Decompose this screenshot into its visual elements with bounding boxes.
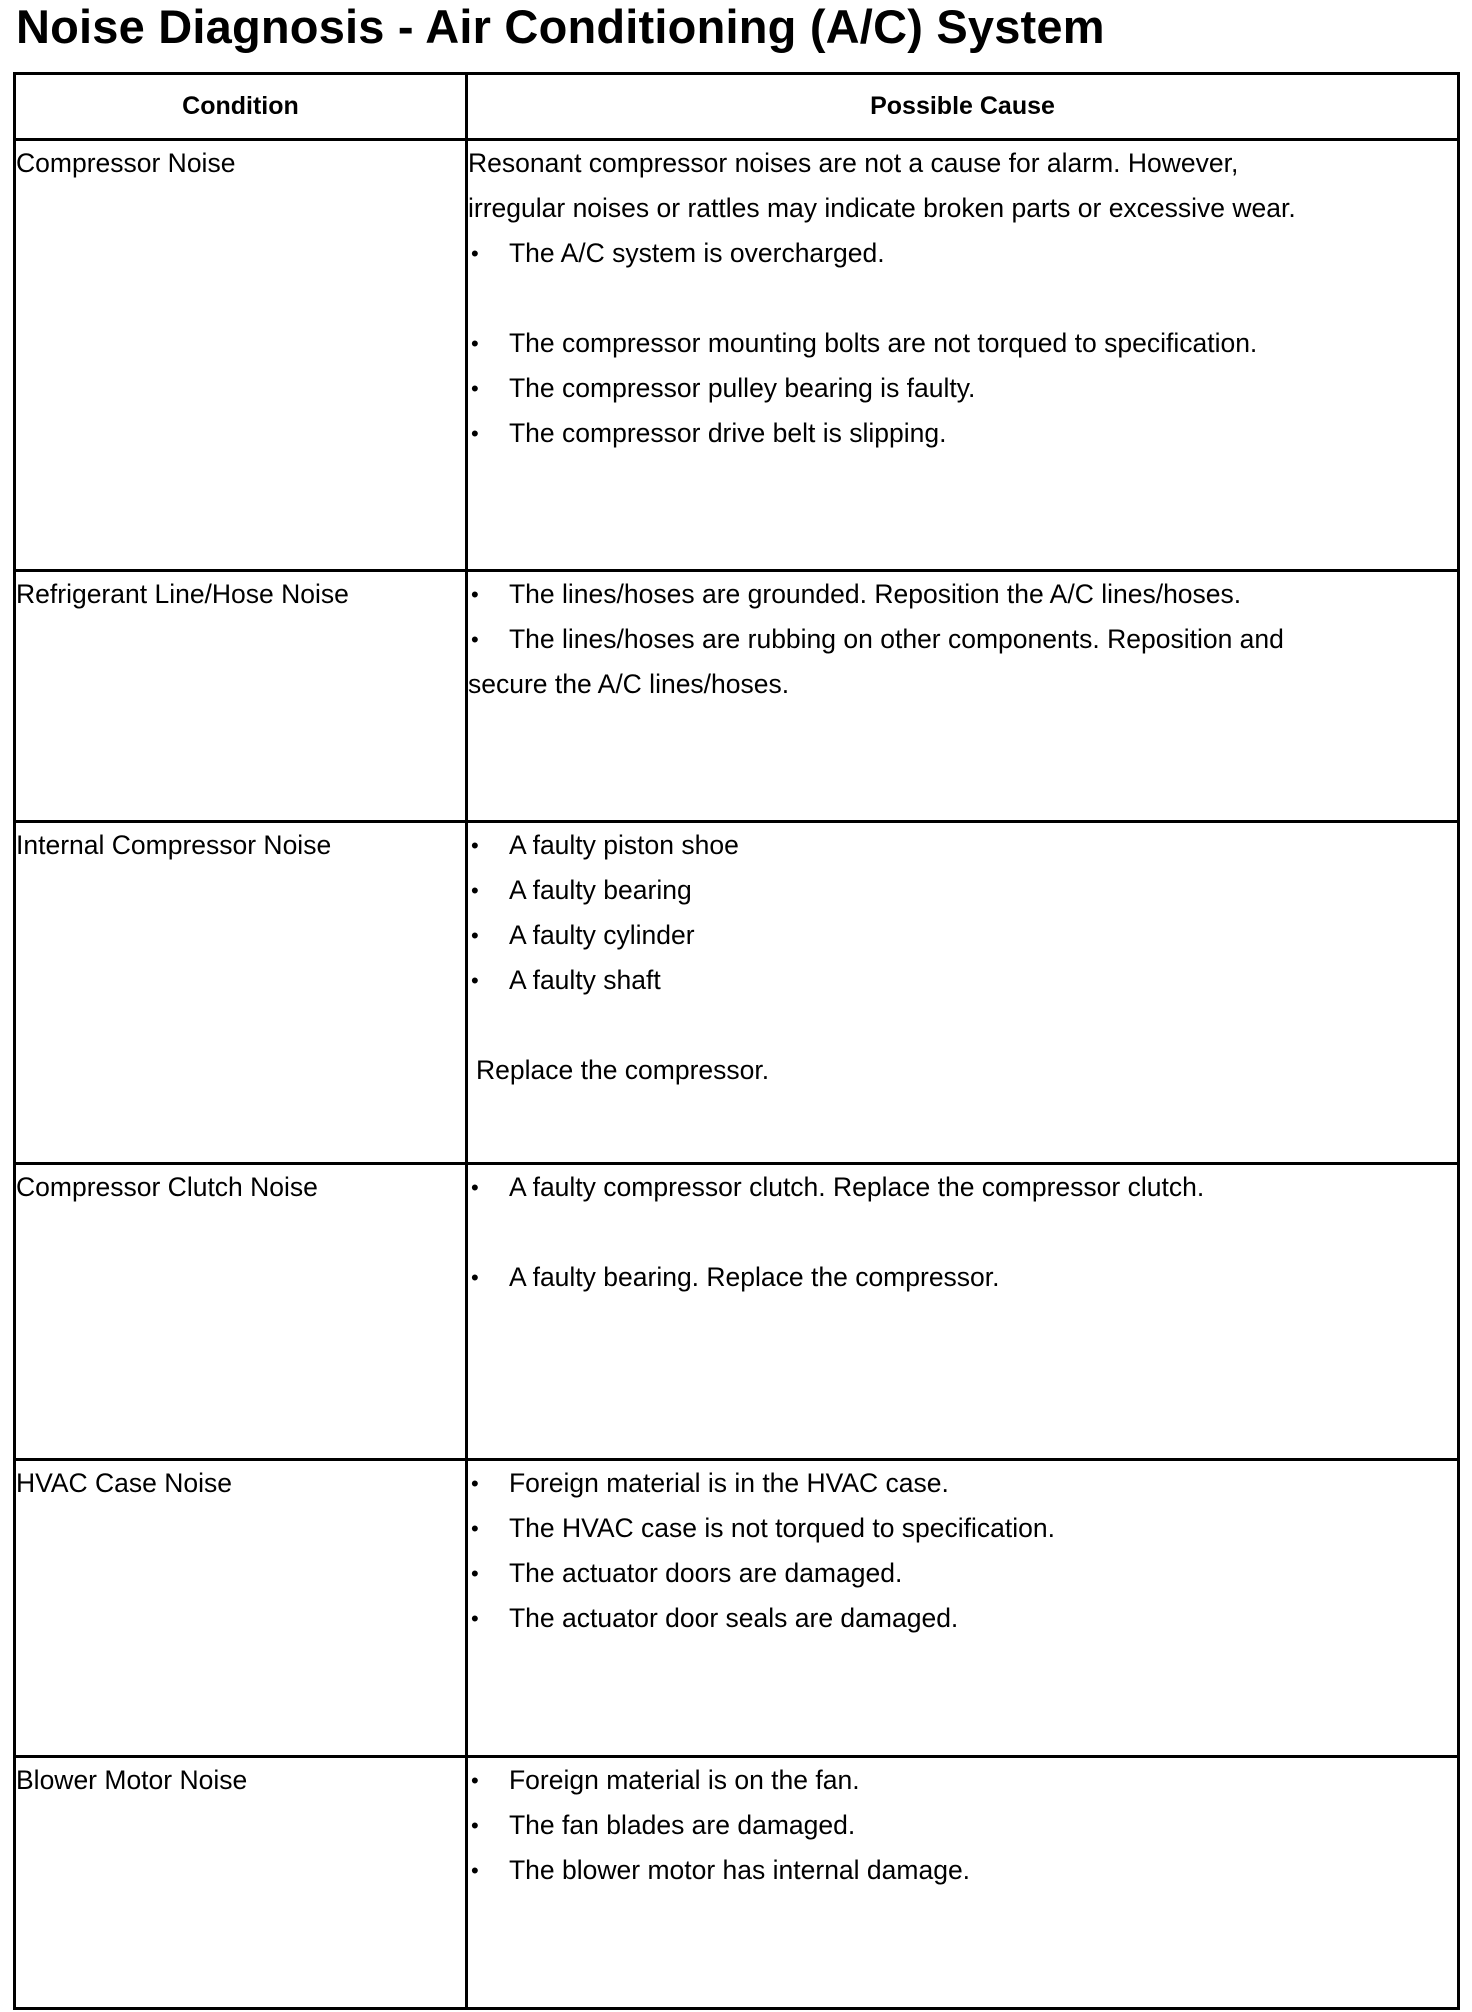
- list-item: • A faulty cylinder: [468, 913, 1457, 958]
- list-item: • A faulty compressor clutch. Replace the compressor clutch.: [468, 1165, 1457, 1210]
- cause-cell: [467, 1164, 1459, 1460]
- cause-continuation: secure the A/C lines/hoses.: [468, 669, 790, 699]
- cause-list: [468, 572, 1457, 662]
- condition-label: HVAC Case Noise: [16, 1468, 232, 1498]
- cause-intro: irregular noises or rattles may indicate broken parts or excessive wear.: [468, 193, 1296, 223]
- cause-cell: [467, 571, 1459, 822]
- cause-list: [468, 321, 1457, 456]
- table-row: [15, 140, 1459, 571]
- condition-cell: [15, 822, 467, 1164]
- cause-cell: [467, 822, 1459, 1164]
- list-item: • Foreign material is on the fan.: [468, 1758, 1457, 1803]
- list-item: • The actuator doors are damaged.: [468, 1551, 1457, 1596]
- table-row: [15, 1164, 1459, 1460]
- list-item: • The A/C system is overcharged.: [468, 231, 1457, 276]
- cause-list: [468, 1165, 1457, 1210]
- list-item: • The blower motor has internal damage.: [468, 1848, 1457, 1893]
- condition-label: Compressor Clutch Noise: [16, 1172, 318, 1202]
- cause-intro: Resonant compressor noises are not a cause for alarm. However,: [468, 148, 1239, 178]
- cause-list: [468, 1461, 1457, 1641]
- condition-cell: [15, 1164, 467, 1460]
- condition-column-header: Condition: [15, 74, 467, 140]
- cause-list: [468, 823, 1457, 1003]
- cause-list: [468, 231, 1457, 276]
- list-item: • A faulty piston shoe: [468, 823, 1457, 868]
- table-row: [15, 822, 1459, 1164]
- list-item: • The compressor mounting bolts are not torqued to specification.: [468, 321, 1457, 366]
- cause-list: [468, 1255, 1457, 1300]
- condition-label: Refrigerant Line/Hose Noise: [16, 579, 349, 609]
- list-item: • A faulty bearing: [468, 868, 1457, 913]
- cause-cell: [467, 1757, 1459, 2009]
- list-item: • Foreign material is in the HVAC case.: [468, 1461, 1457, 1506]
- table-row: [15, 571, 1459, 822]
- list-item: • The compressor pulley bearing is faulty.: [468, 366, 1457, 411]
- condition-label: Internal Compressor Noise: [16, 830, 332, 860]
- list-item: • The actuator door seals are damaged.: [468, 1596, 1457, 1641]
- possible-cause-column-header: Possible Cause: [467, 74, 1459, 140]
- condition-label: Compressor Noise: [16, 148, 236, 178]
- condition-cell: [15, 140, 467, 571]
- cause-list: [468, 1758, 1457, 1893]
- list-item: • The lines/hoses are rubbing on other components. Reposition and: [468, 617, 1457, 662]
- condition-cell: [15, 1460, 467, 1757]
- condition-label: Blower Motor Noise: [16, 1765, 248, 1795]
- cause-note: Replace the compressor.: [476, 1055, 770, 1085]
- list-item: • The lines/hoses are grounded. Reposition the A/C lines/hoses.: [468, 572, 1457, 617]
- list-item: • The fan blades are damaged.: [468, 1803, 1457, 1848]
- condition-cell: [15, 1757, 467, 2009]
- table-row: [15, 1757, 1459, 2009]
- page-title: Noise Diagnosis - Air Conditioning (A/C) System: [16, 0, 1105, 53]
- table-row: [15, 1460, 1459, 1757]
- list-item: • A faulty shaft: [468, 958, 1457, 1003]
- list-item: • A faulty bearing. Replace the compressor.: [468, 1255, 1457, 1300]
- cause-cell: [467, 140, 1459, 571]
- cause-cell: [467, 1460, 1459, 1757]
- list-item: • The HVAC case is not torqued to specification.: [468, 1506, 1457, 1551]
- noise-diagnosis-table: [13, 72, 1460, 2010]
- condition-cell: [15, 571, 467, 822]
- table-header-row: [15, 74, 1459, 140]
- list-item: • The compressor drive belt is slipping.: [468, 411, 1457, 456]
